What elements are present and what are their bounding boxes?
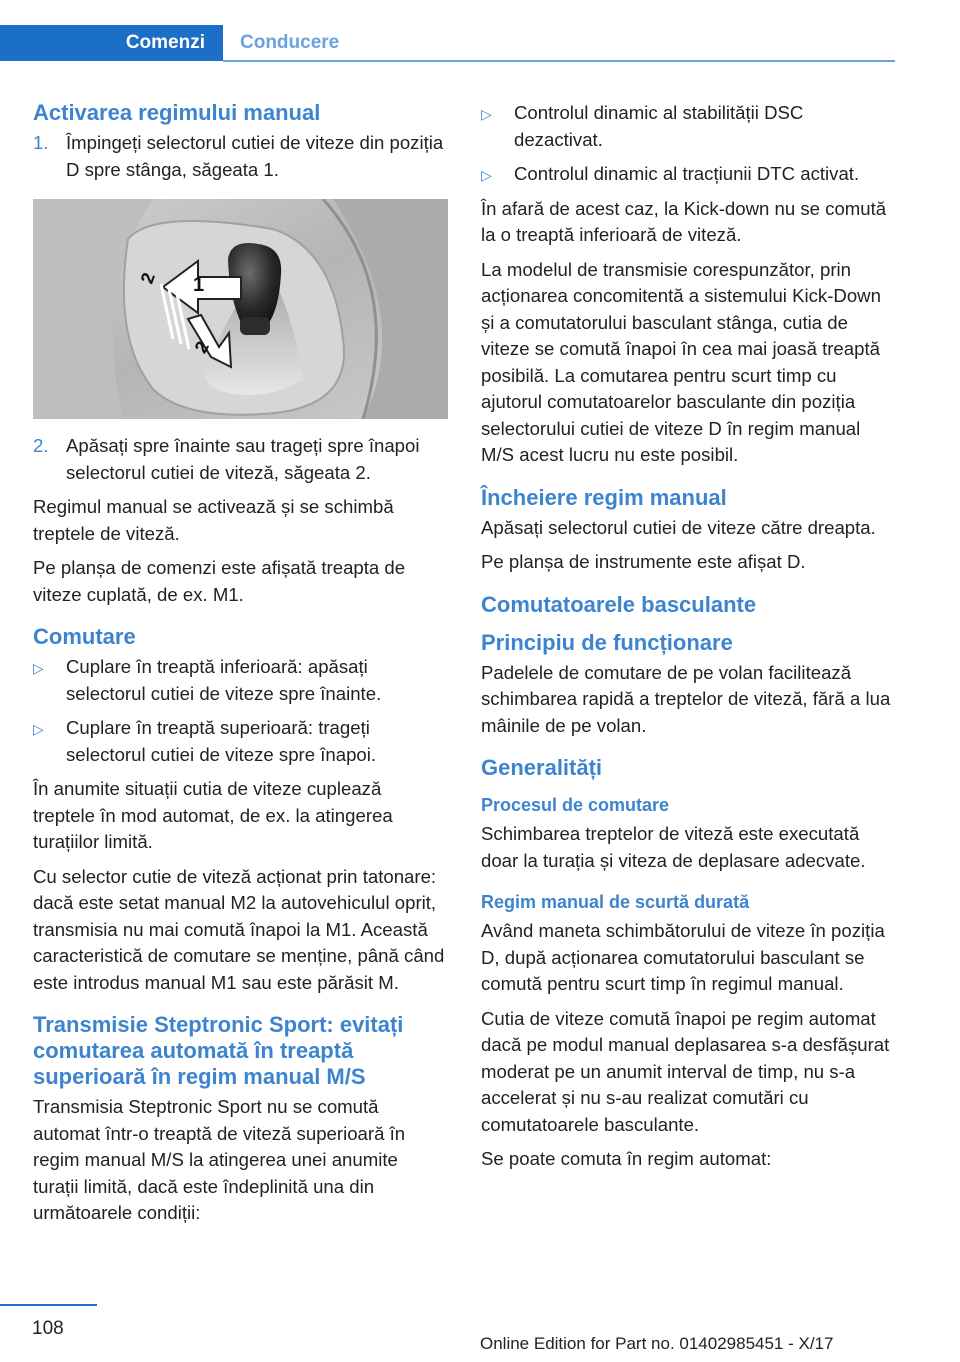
heading-comutare: Comutare: [33, 624, 136, 649]
header-divider: [223, 60, 895, 62]
heading-manual-activation: Activarea regimului manual: [33, 100, 321, 125]
gear-selector-illustration: [33, 199, 448, 419]
step-text: Împingeți selectorul cutiei de viteze din poziția D spre stânga, săgeata 1.: [66, 132, 444, 180]
bullet-text: Controlul dinamic al stabilității DSC dezactivat.: [514, 102, 804, 150]
gear-selector-figure: [33, 199, 448, 419]
heading-principiu: Principiu de funcționare: [481, 629, 733, 655]
paragraph: Pe planșa de comenzi este afișată treapta de viteze cuplată, de ex. M1.: [33, 557, 406, 605]
step-text: Apăsați spre înainte sau trageți spre înapoi selectorul cutiei de viteză, săgeata 2.: [66, 435, 420, 483]
heading-comutatoare: Comutatoarele basculante: [481, 591, 757, 617]
paragraph: Pe planșa de instrumente este afișat D.: [481, 551, 806, 572]
heading-generalitati: Generalități: [481, 755, 603, 780]
bullet-text: Cuplare în treaptă superioară: trageți selectorul cutiei de viteze spre înapoi.: [66, 717, 377, 765]
step-1: [33, 130, 448, 183]
paragraph: În afară de acest caz, la Kick-down nu se comută la o treaptă inferioară de viteză.: [481, 197, 887, 245]
paragraph: Se poate comuta în regim automat:: [481, 1148, 772, 1169]
bullet-item: [481, 161, 896, 188]
paragraph: Cu selector cutie de viteză acționat prin tatonare: dacă este setat manual M2 la autovehiculul oprit, transmisia nu mai comută înapoi la M1. Această caracteristică de comutare se menține, până când este introdus manual M1 sau este părăsit M.: [33, 865, 445, 993]
bullet-item: [33, 654, 448, 707]
right-column: [481, 100, 896, 1181]
step-number: 2.: [33, 435, 49, 456]
paragraph: Având maneta schimbătorului de viteze în poziția D, după acționarea comutatorului basculant se comută pentru scurt timp în regimul manual.: [481, 920, 885, 994]
header-bar: [0, 25, 895, 61]
subheading-procesul: Procesul de comutare: [481, 795, 670, 815]
heading-steptronic: Transmisie Steptronic Sport: evitați comutarea automată în treaptă superioară în regim manual M/S: [33, 1012, 404, 1089]
page-number: 108: [32, 1318, 64, 1339]
paragraph: Regimul manual se activează și se schimbă treptele de viteză.: [33, 496, 394, 544]
bullet-item: [33, 715, 448, 768]
step-number: 1.: [33, 132, 49, 153]
paragraph: La modelul de transmisie corespunzător, prin acționarea concomitentă a sistemului Kick-Down și a comutatorului basculant stânga, cutia de viteze se comută înapoi în cea mai joasă treaptă posibilă. La comutarea pentru scurt timp cu ajutorul comutatoarelor basculante din poziția selectorului cutiei de viteze D în regim manual M/S acest lucru nu este posibil.: [481, 258, 881, 465]
paragraph: Transmisia Steptronic Sport nu se comută automat într-o treaptă de viteză superioară în regim manual M/S la atingerea unei anumite turații limită, dacă este îndeplinită una din următoarele condiții:: [33, 1096, 406, 1223]
triangle-bullet-icon: ▷: [481, 167, 492, 183]
triangle-bullet-icon: ▷: [33, 721, 44, 737]
figure-label-2-bottom: 2: [190, 337, 213, 357]
paragraph: Schimbarea treptelor de viteză este executată doar la turația și viteza de deplasare adecvate.: [481, 823, 866, 871]
paragraph: Cutia de viteze comută înapoi pe regim automat dacă pe modul manual deplasarea s-a desfășurat moderat pe un anumit interval de timp, nu s-a accelerat și nu s-au realizat comutări cu comutatoarele basculante.: [481, 1007, 890, 1135]
paragraph: Apăsați selectorul cutiei de viteze către dreapta.: [481, 516, 876, 538]
tab-conducere[interactable]: Conducere: [240, 32, 340, 53]
bullet-item: [481, 100, 896, 153]
bullet-text: Cuplare în treaptă inferioară: apăsați selectorul cutiei de viteze spre înainte.: [66, 656, 382, 704]
paragraph: În anumite situații cutia de viteze cuplează treptele în mod automat, de ex. la atingerea turațiilor limită.: [33, 778, 393, 852]
step-2: [33, 433, 448, 486]
paragraph: Padelele de comutare de pe volan facilitează schimbarea rapidă a treptelor de viteză, fără a lua mâinile de pe volan.: [481, 661, 891, 736]
edition-note: Online Edition for Part no. 01402985451 - X/17: [480, 1334, 834, 1353]
left-column: [33, 100, 448, 1235]
figure-label-2-top: 2: [136, 270, 159, 287]
triangle-bullet-icon: ▷: [481, 106, 492, 122]
triangle-bullet-icon: ▷: [33, 660, 44, 676]
subheading-regim-scurt: Regim manual de scurtă durată: [481, 892, 750, 912]
tab-comenzi[interactable]: Comenzi: [0, 25, 223, 61]
heading-incheiere: Încheiere regim manual: [481, 484, 727, 510]
bullet-text: Controlul dinamic al tracțiunii DTC activat.: [514, 163, 860, 184]
figure-label-1: 1: [193, 274, 205, 296]
footer-divider: [0, 1304, 97, 1306]
